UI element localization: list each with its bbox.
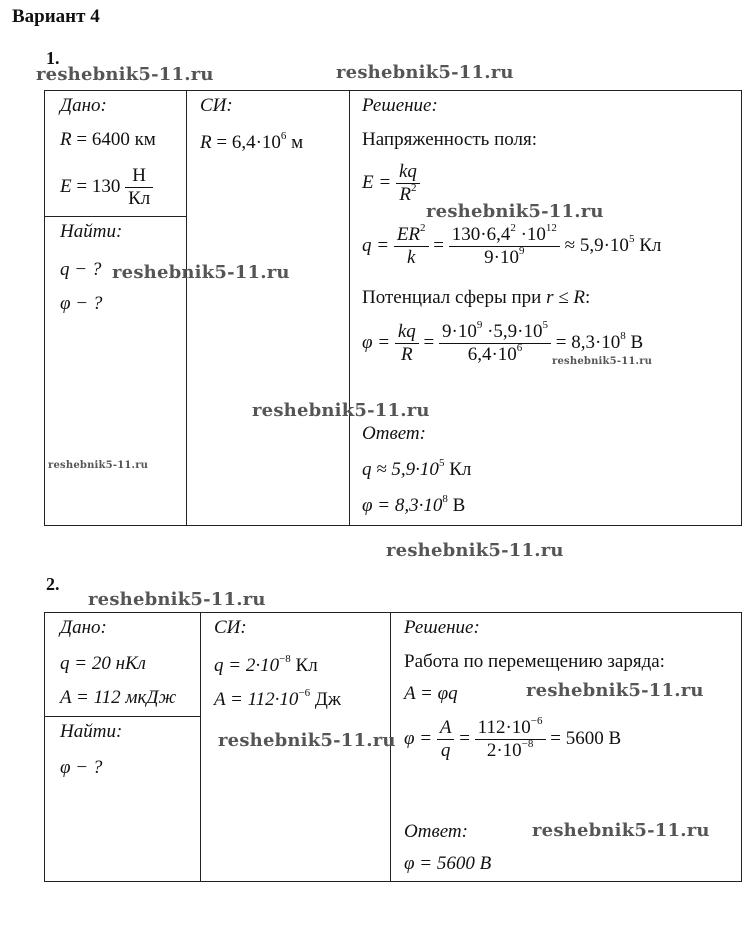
problem-2-number: 2. (46, 574, 60, 594)
problem-2-given-divider (44, 716, 201, 717)
problem-1-given-divider (44, 216, 187, 217)
problem-1-solution-line1: Напряженность поля: (362, 129, 537, 150)
problem-2-col-divider-1 (200, 612, 201, 881)
problem-1-col-divider-1 (186, 90, 187, 525)
problem-2-si-header: СИ: (214, 617, 247, 638)
problem-2-si-A: $A = 112\cdot 10^{-6}$ Дж (214, 687, 341, 710)
problem-1-formula-E: E = $\frac{kq}{R^2}$ (362, 162, 420, 206)
problem-2-find-header: Найти: (60, 721, 123, 742)
problem-1-given-R: R = 6400 км (60, 129, 156, 150)
problem-1-formula-q: q = $\frac{ER^2}{k}$ = $\frac{130\cdot 6,4^2 \cdot 10^{12}}{9\cdot 10^9}$ ≈ $5,9\cdot 10^5$ Кл (362, 222, 662, 268)
watermark: reshebnik5-11.ru (386, 540, 564, 561)
problem-1-given-E: E = 130 $\frac{Н}{Кл}$ (60, 166, 153, 210)
problem-1-find-phi: φ − ? (60, 293, 103, 314)
problem-2-si-q: $q = 2\cdot 10^{-8}$ Кл (214, 653, 318, 676)
watermark: reshebnik5-11.ru (426, 201, 604, 222)
page-title: Вариант 4 (12, 6, 100, 27)
problem-1-given-header: Дано: (60, 95, 107, 116)
problem-1-si-header: СИ: (200, 95, 233, 116)
problem-2-answer-header: Ответ: (404, 821, 468, 842)
watermark: reshebnik5-11.ru (252, 400, 430, 421)
problem-1-si-R: $R = 6,4\cdot 10^6$ м (200, 130, 304, 153)
problem-1-find-q: q − ? (60, 259, 102, 280)
problem-1-solution-line2: Потенциал сферы при r ≤ R: (362, 287, 591, 308)
watermark: reshebnik5-11.ru (88, 589, 266, 610)
watermark: reshebnik5-11.ru (112, 262, 290, 283)
problem-2-given-A: A = 112 мкДж (60, 687, 177, 708)
problem-2-given-q: q = 20 нКл (60, 653, 146, 674)
problem-1-answer-header: Ответ: (362, 423, 426, 444)
watermark: reshebnik5-11.ru (532, 820, 710, 841)
problem-1-given-E-unit: $\frac{Н}{Кл}$ (125, 166, 153, 210)
problem-2-find-phi: φ − ? (60, 757, 103, 778)
problem-1-solution-header: Решение: (362, 95, 438, 116)
problem-2-formula-A: A = φq (404, 683, 458, 704)
watermark: reshebnik5-11.ru (218, 730, 396, 751)
problem-2-solution-line1: Работа по перемещению заряда: (404, 651, 665, 672)
problem-1-formula-phi: φ = $\frac{kq}{R}$ = $\frac{9\cdot 10^9 \cdot 5,9\cdot 10^5}{6,4\cdot 10^6}$ = $8,3\cdot 10^8$ В (362, 319, 644, 365)
problem-1-find-header: Найти: (60, 221, 123, 242)
watermark: reshebnik5-11.ru (48, 460, 149, 471)
watermark: reshebnik5-11.ru (552, 356, 653, 367)
problem-1-answer-phi: $\varphi = 8,3\cdot 10^8$ В (362, 493, 466, 516)
watermark: reshebnik5-11.ru (336, 62, 514, 83)
problem-2-given-header: Дано: (60, 617, 107, 638)
problem-2-answer-phi: φ = 5600 В (404, 853, 492, 874)
problem-1-col-divider-2 (349, 90, 350, 525)
watermark: reshebnik5-11.ru (36, 64, 214, 85)
problem-2-solution-header: Решение: (404, 617, 480, 638)
problem-1-answer-q: $q \approx 5,9\cdot 10^5$ Кл (362, 457, 472, 480)
watermark: reshebnik5-11.ru (526, 680, 704, 701)
problem-2-formula-phi: φ = $\frac{A}{q}$ = $\frac{112\cdot 10^{-6}}{2\cdot 10^{-8}}$ = 5600 В (404, 715, 622, 761)
problem-1-number: 1. (46, 48, 60, 68)
